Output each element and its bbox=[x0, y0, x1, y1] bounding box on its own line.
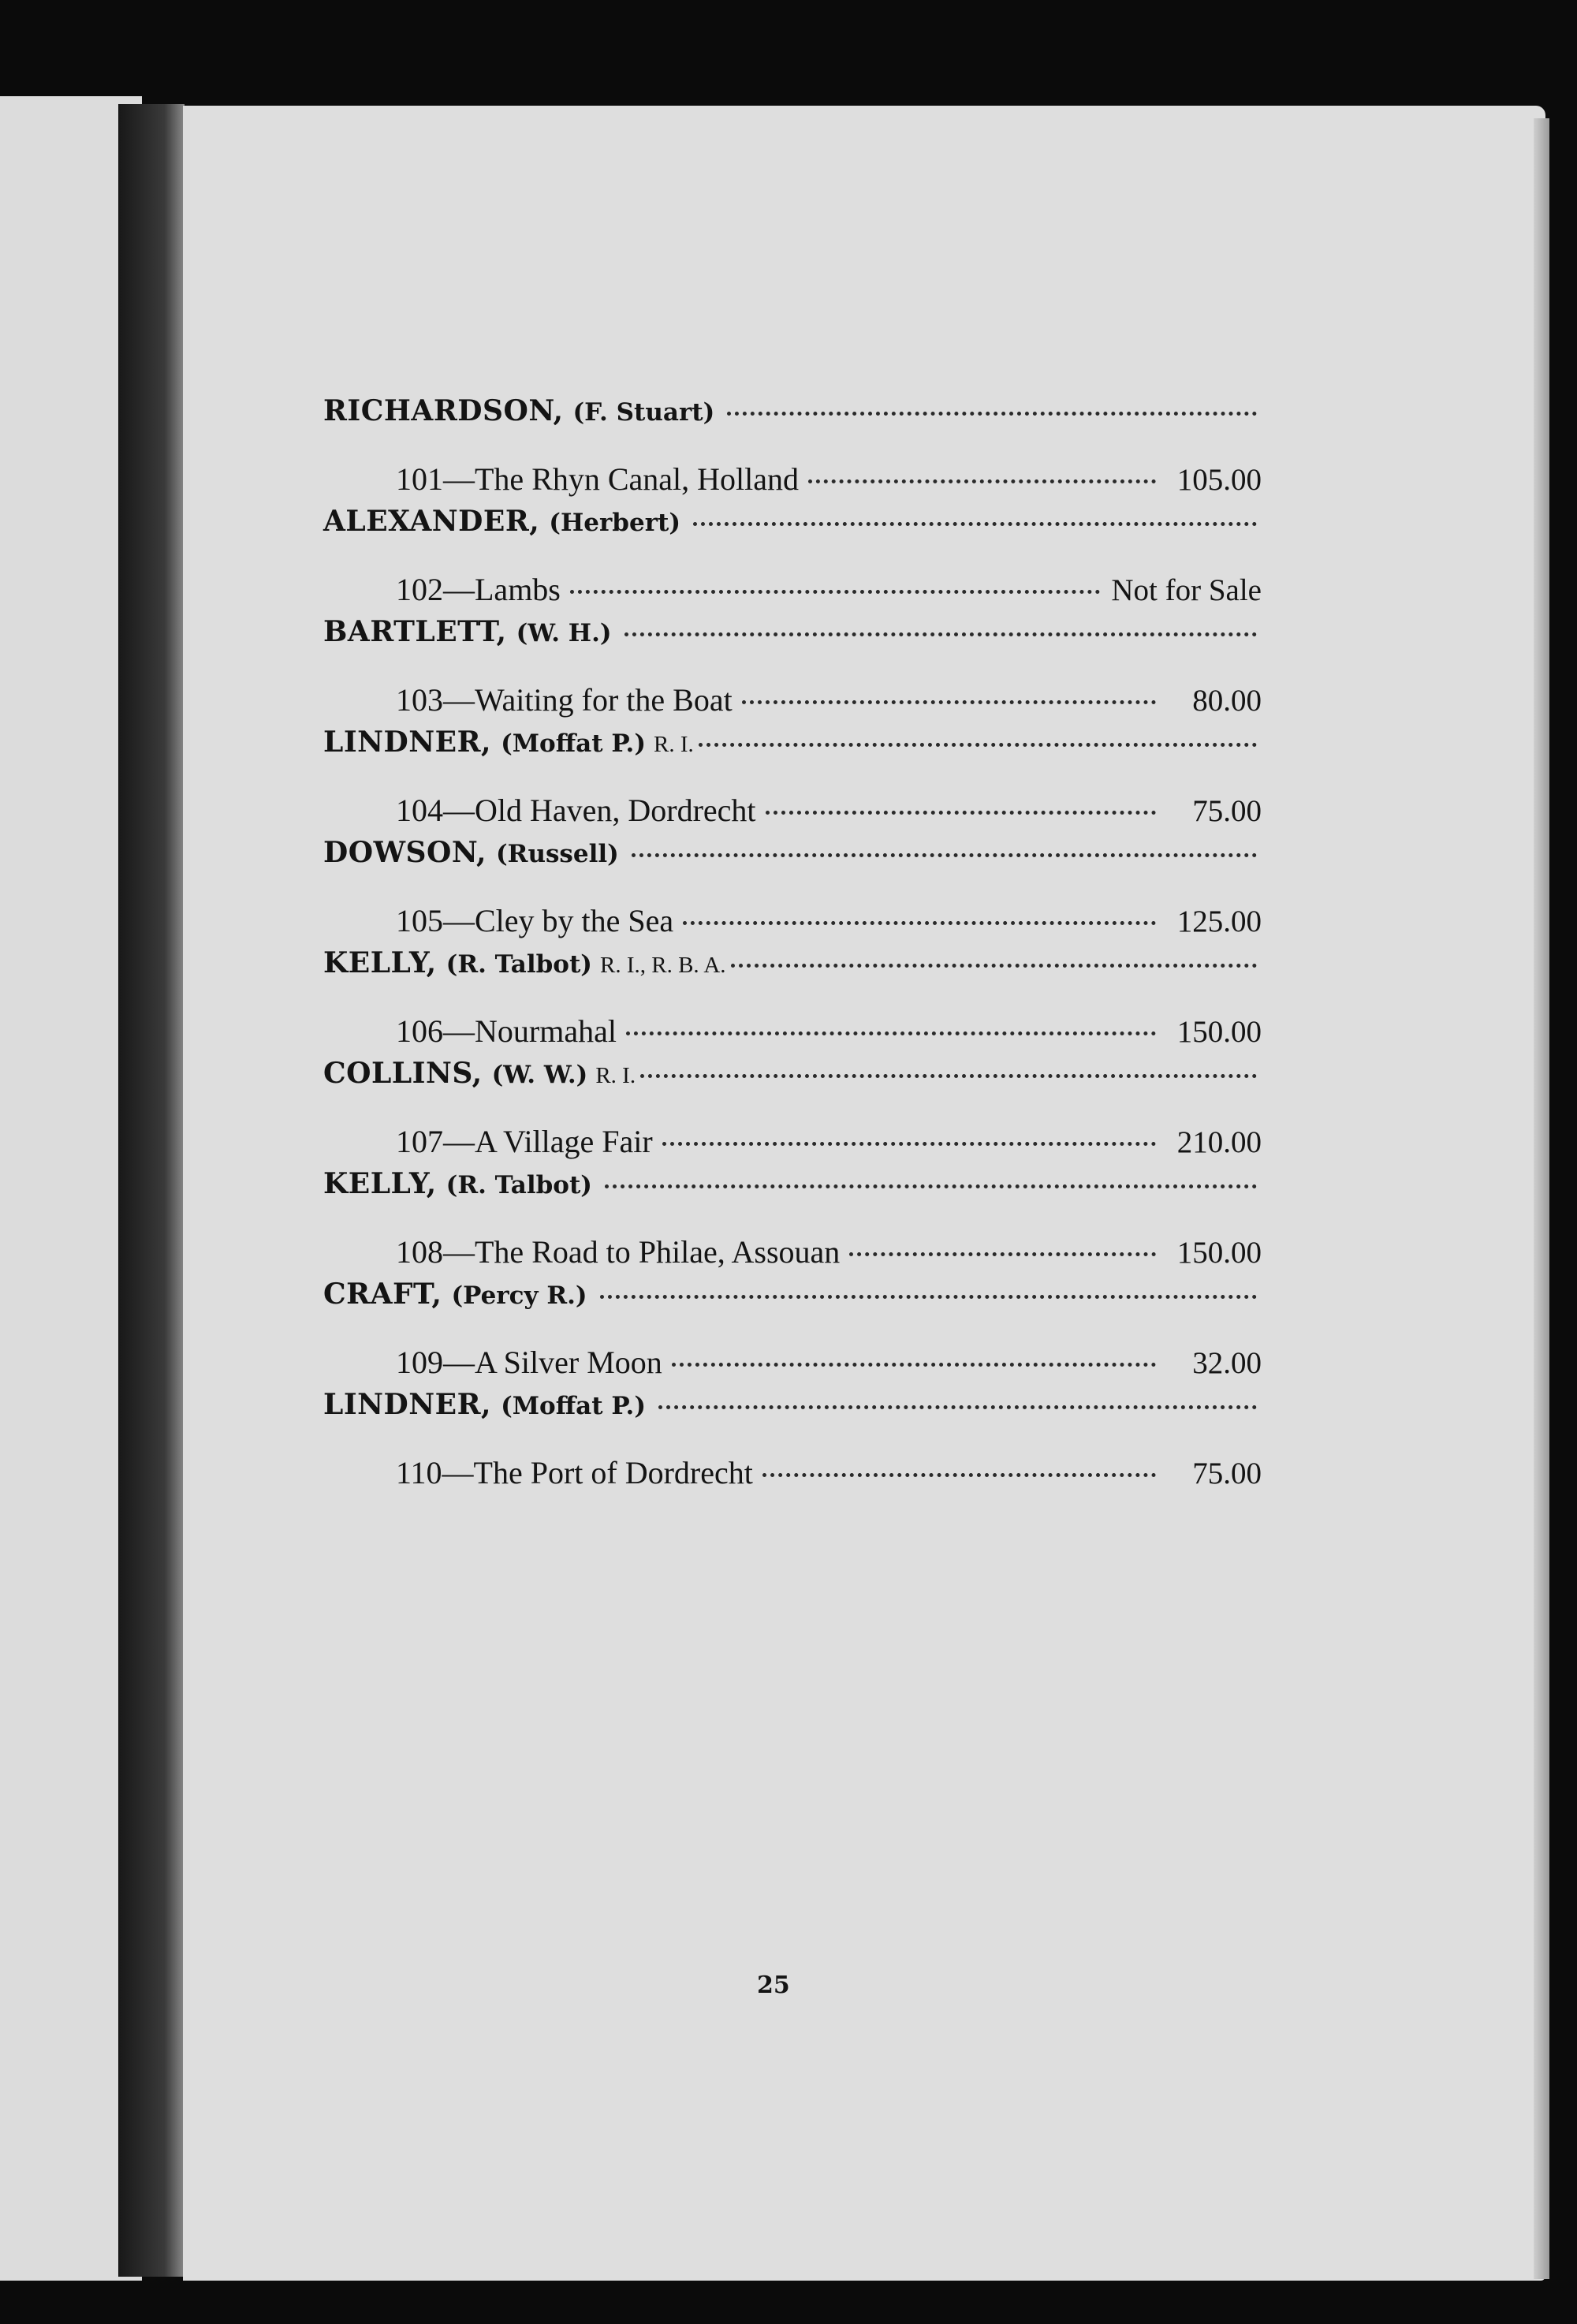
artist-name: LINDNER, bbox=[323, 726, 492, 759]
work-title: 107—A Village Fair bbox=[396, 1124, 653, 1159]
dot-leader bbox=[640, 1073, 1257, 1078]
work-line bbox=[323, 461, 1262, 505]
work-line bbox=[323, 1233, 1262, 1278]
dot-leader bbox=[766, 810, 1156, 815]
artist-line bbox=[323, 1388, 1262, 1424]
dot-leader bbox=[632, 852, 1257, 857]
work-price: 75.00 bbox=[1192, 794, 1262, 828]
artist-name: KELLY, bbox=[323, 1167, 437, 1200]
work-title: 106—Nourmahal bbox=[396, 1013, 617, 1049]
artist-line bbox=[323, 726, 1262, 762]
work-title: 102—Lambs bbox=[396, 572, 561, 607]
artist-line bbox=[323, 1057, 1262, 1093]
catalog-entry bbox=[323, 1167, 1262, 1278]
artist-given-name: (Moffat P.) bbox=[501, 1392, 647, 1420]
artist-name: ALEXANDER, bbox=[323, 505, 540, 538]
artist-given-name: (Moffat P.) bbox=[501, 729, 647, 758]
work-price: 150.00 bbox=[1176, 1015, 1262, 1049]
dot-leader bbox=[683, 920, 1156, 925]
artist-honours: R. I. bbox=[595, 1063, 636, 1088]
catalog-entry bbox=[323, 1388, 1262, 1498]
catalog-entry bbox=[323, 394, 1262, 505]
work-title: 108—The Road to Philae, Assouan bbox=[396, 1234, 841, 1270]
dot-leader bbox=[742, 699, 1156, 704]
dot-leader bbox=[624, 632, 1257, 636]
work-title: 104—Old Haven, Dordrecht bbox=[396, 793, 756, 828]
artist-line bbox=[323, 836, 1262, 872]
catalog-entry bbox=[323, 1057, 1262, 1167]
catalog-entry bbox=[323, 615, 1262, 726]
work-line bbox=[323, 1454, 1262, 1498]
catalog-entry bbox=[323, 726, 1262, 836]
work-price: 125.00 bbox=[1176, 905, 1262, 938]
work-title: 103—Waiting for the Boat bbox=[396, 682, 733, 718]
catalog-entry bbox=[323, 836, 1262, 946]
work-price: Not for Sale bbox=[1111, 573, 1262, 607]
work-price: 32.00 bbox=[1192, 1346, 1262, 1380]
dot-leader bbox=[662, 1141, 1156, 1146]
work-price: 150.00 bbox=[1176, 1236, 1262, 1270]
work-price: 80.00 bbox=[1192, 684, 1262, 718]
artist-name: CRAFT, bbox=[323, 1278, 442, 1311]
artist-name: COLLINS, bbox=[323, 1057, 483, 1090]
catalog-entry bbox=[323, 946, 1262, 1057]
dot-leader bbox=[699, 742, 1257, 747]
dot-leader bbox=[658, 1404, 1257, 1409]
dot-leader bbox=[808, 479, 1156, 483]
work-title: 105—Cley by the Sea bbox=[396, 903, 674, 938]
work-line bbox=[323, 902, 1262, 946]
artist-name: KELLY, bbox=[323, 946, 437, 979]
dot-leader bbox=[626, 1031, 1156, 1035]
work-line bbox=[323, 681, 1262, 726]
work-title: 101—The Rhyn Canal, Holland bbox=[396, 461, 800, 497]
book-gutter bbox=[118, 104, 185, 2277]
dot-leader bbox=[600, 1294, 1257, 1299]
artist-name: RICHARDSON, bbox=[323, 394, 564, 427]
catalog-list bbox=[323, 394, 1262, 1498]
dot-leader bbox=[570, 589, 1101, 594]
artist-line bbox=[323, 946, 1262, 983]
artist-honours: R. I., R. B. A. bbox=[599, 953, 726, 978]
artist-given-name: (Herbert) bbox=[549, 509, 681, 537]
work-line bbox=[323, 792, 1262, 836]
dot-leader bbox=[849, 1252, 1156, 1256]
work-title: 110—The Port of Dordrecht bbox=[396, 1455, 753, 1490]
work-line bbox=[323, 1344, 1262, 1388]
artist-line bbox=[323, 505, 1262, 541]
work-price: 210.00 bbox=[1176, 1125, 1262, 1159]
artist-given-name: (Russell) bbox=[496, 840, 619, 868]
artist-honours: R. I. bbox=[654, 732, 694, 757]
artist-name: BARTLETT, bbox=[323, 615, 507, 648]
artist-line bbox=[323, 1167, 1262, 1203]
dot-leader bbox=[731, 963, 1257, 968]
work-price: 105.00 bbox=[1176, 463, 1262, 497]
work-price: 75.00 bbox=[1192, 1457, 1262, 1490]
dot-leader bbox=[605, 1184, 1257, 1188]
dot-leader bbox=[693, 521, 1257, 526]
page-number: 25 bbox=[757, 1971, 790, 1999]
dot-leader bbox=[672, 1362, 1156, 1367]
artist-line bbox=[323, 615, 1262, 651]
artist-given-name: (R. Talbot) bbox=[446, 950, 592, 979]
work-title: 109—A Silver Moon bbox=[396, 1345, 662, 1380]
artist-given-name: (F. Stuart) bbox=[572, 398, 715, 427]
artist-name: DOWSON, bbox=[323, 836, 487, 869]
page-edge bbox=[1534, 118, 1549, 2279]
catalog-entry bbox=[323, 505, 1262, 615]
catalog-entry bbox=[323, 1278, 1262, 1388]
work-line bbox=[323, 1013, 1262, 1057]
work-line bbox=[323, 1123, 1262, 1167]
dot-leader bbox=[762, 1472, 1156, 1477]
artist-name: LINDNER, bbox=[323, 1388, 492, 1421]
artist-given-name: (W. W.) bbox=[491, 1061, 588, 1089]
work-line bbox=[323, 571, 1262, 615]
artist-line bbox=[323, 1278, 1262, 1314]
artist-line bbox=[323, 394, 1262, 431]
artist-given-name: (Percy R.) bbox=[451, 1281, 587, 1310]
dot-leader bbox=[727, 411, 1257, 416]
artist-given-name: (W. H.) bbox=[516, 619, 612, 647]
artist-given-name: (R. Talbot) bbox=[446, 1171, 592, 1199]
